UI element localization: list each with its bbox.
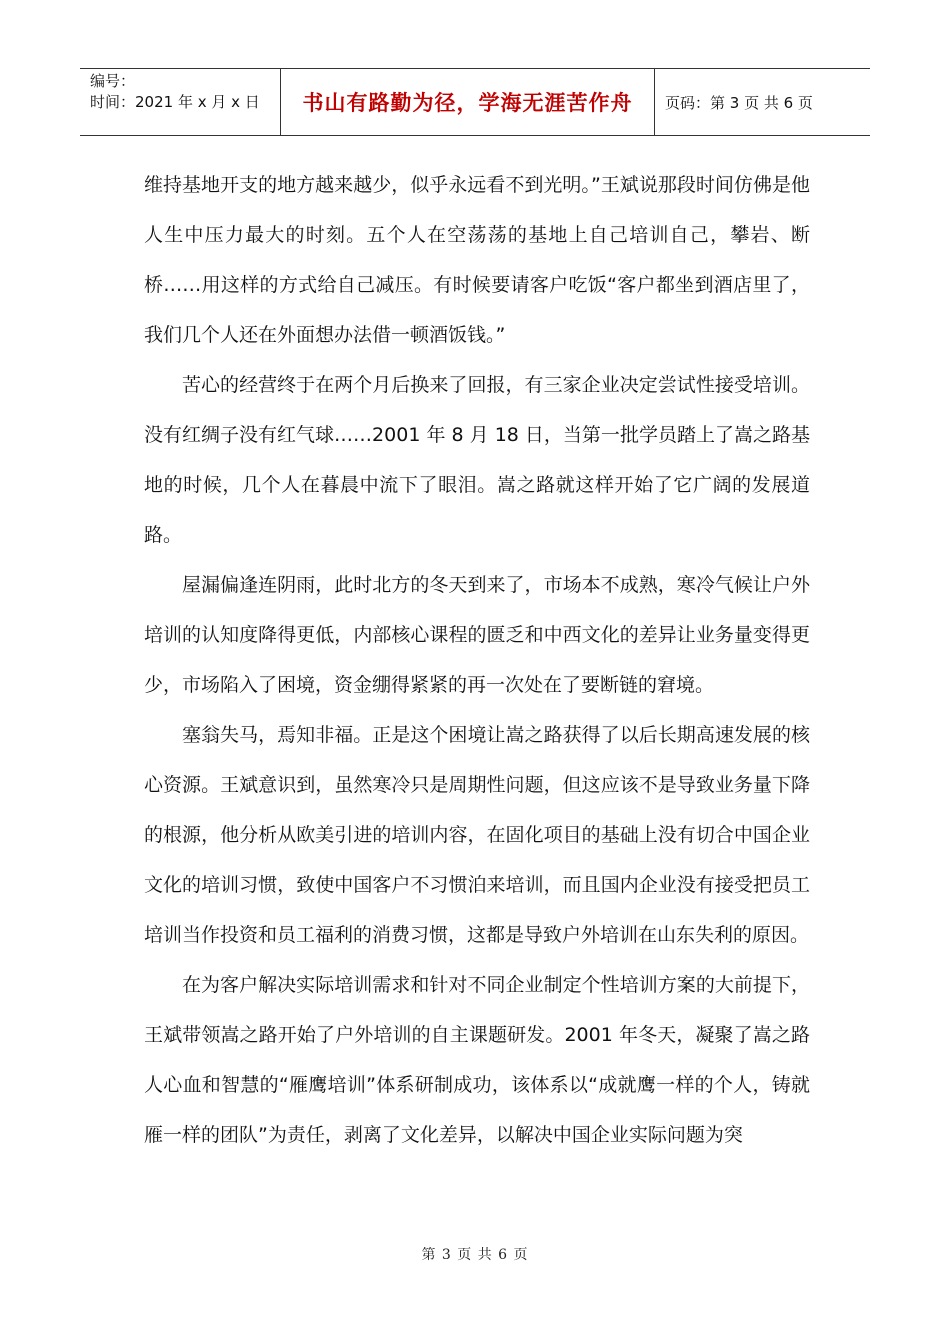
paragraph-1: 维持基地开支的地方越来越少，似乎永远看不到光明。”王斌说那段时间仿佛是他人生中压力最大的时刻。五个人在空荡荡的基地上自己培训自己，攀岩、断桥……用这样的方式给自己减压。有时候要请客户吃饭“客户都坐到酒店里了，我们几个人还在外面想办法借一顿酒饭钱。” [144, 174, 810, 346]
header-page-info: 页码：第 3 页 共 6 页 [665, 93, 813, 112]
document-header [80, 68, 870, 136]
paragraph-5: 在为客户解决实际培训需求和针对不同企业制定个性培训方案的大前提下，王斌带领嵩之路开始了户外培训的自主课题研发。2001 年冬天，凝聚了嵩之路人心血和智慧的“雁鹰培训”体系研制成功，该体系以“成就鹰一样的个人，铸就雁一样的团队”为责任，剥离了文化差异，以解决中国企业实际问题为突 [144, 974, 810, 1146]
header-motto: 书山有路勤为径，学海无涯苦作舟 [302, 90, 633, 115]
document-body [144, 160, 810, 1160]
paragraph-3: 屋漏偏逢连阴雨，此时北方的冬天到来了，市场本不成熟，寒冷气候让户外培训的认知度降得更低，内部核心课程的匮乏和中西文化的差异让业务量变得更少，市场陷入了困境，资金绷得紧紧的再一次处在了要断链的窘境。 [144, 574, 810, 696]
number-label: 编号： [90, 72, 136, 90]
paragraph-4: 塞翁失马，焉知非福。正是这个困境让嵩之路获得了以后长期高速发展的核心资源。王斌意识到，虽然寒冷只是周期性问题，但这应该不是导致业务量下降的根源，他分析从欧美引进的培训内容，在固化项目的基础上没有切合中国企业文化的培训习惯，致使中国客户不习惯泊来培训，而且国内企业没有接受把员工培训当作投资和员工福利的消费习惯，这都是导致户外培训在山东失利的原因。 [144, 724, 810, 946]
page-footer: 第 3 页 共 6 页 [421, 1247, 529, 1263]
time-label: 时间：2021 年 x 月 x 日 [90, 93, 260, 111]
header-meta [80, 69, 280, 135]
paragraph-2: 苦心的经营终于在两个月后换来了回报，有三家企业决定尝试性接受培训。没有红绸子没有红气球……2001 年 8 月 18 日，当第一批学员踏上了嵩之路基地的时候，几个人在暮晨中流下了眼泪。嵩之路就这样开始了它广阔的发展道路。 [144, 374, 810, 546]
